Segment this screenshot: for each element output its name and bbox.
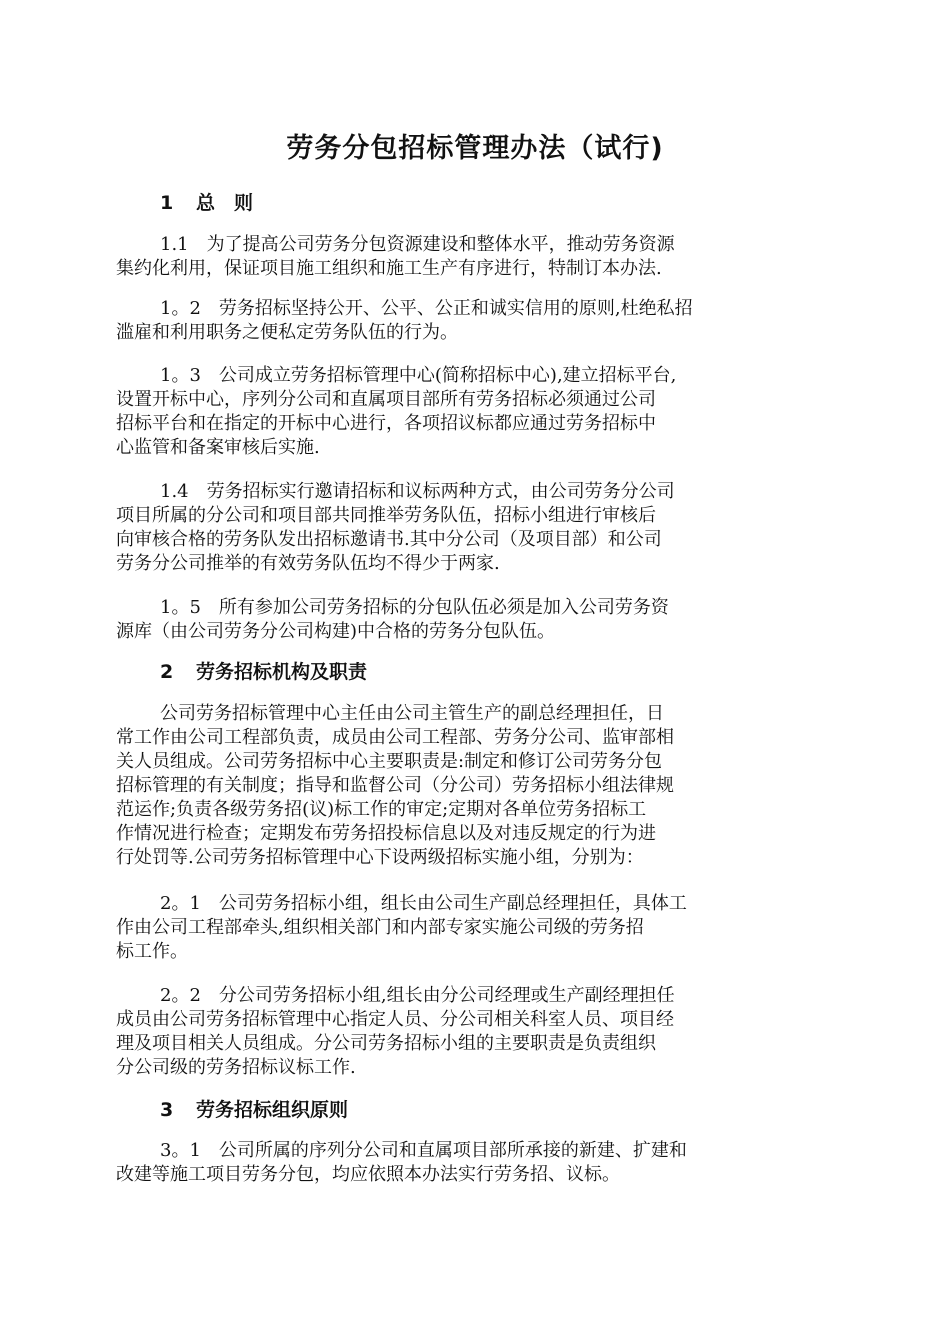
paragraph-line: 滥雇和利用职务之便私定劳务队伍的行为。 (116, 322, 458, 343)
paragraph-line: 成员由公司劳务招标管理中心指定人员、分公司相关科室人员、项目经 (116, 1009, 674, 1030)
section-heading-2 (160, 659, 367, 685)
paragraph-line: 范运作;负责各级劳务招(议)标工作的审定;定期对各单位劳务招标工 (116, 799, 647, 820)
paragraph-line: 招标管理的有关制度；指导和监督公司（分公司）劳务招标小组法律规 (116, 775, 674, 796)
section-title: 总 则 (196, 192, 254, 214)
paragraph-line: 向审核合格的劳务队发出招标邀请书.其中分公司（及项目部）和公司 (116, 529, 662, 550)
paragraph-line: 标工作。 (116, 941, 188, 962)
paragraph-line: 集约化利用，保证项目施工组织和施工生产有序进行，特制订本办法. (116, 258, 662, 279)
paragraph-line: 常工作由公司工程部负责，成员由公司工程部、劳务分公司、监审部相 (116, 727, 674, 748)
paragraph-2-intro (116, 702, 838, 870)
paragraph-line: 理及项目相关人员组成。分公司劳务招标小组的主要职责是负责组织 (116, 1033, 656, 1054)
paragraph-line: 改建等施工项目劳务分包，均应依照本办法实行劳务招、议标。 (116, 1164, 620, 1185)
section-heading-3 (160, 1097, 348, 1123)
section-heading-1 (160, 190, 253, 216)
paragraph-line: 设置开标中心，序列分公司和直属项目部所有劳务招标必须通过公司 (116, 389, 656, 410)
paragraph-line: 2。2 分公司劳务招标小组,组长由分公司经理或生产副经理担任 (160, 985, 675, 1006)
paragraph-line: 劳务分公司推举的有效劳务队伍均不得少于两家. (116, 553, 500, 574)
paragraph-line: 1.4 劳务招标实行邀请招标和议标两种方式，由公司劳务分公司 (160, 481, 675, 502)
paragraph-1-4 (116, 480, 838, 576)
paragraph-line: 2。1 公司劳务招标小组，组长由公司生产副总经理担任，具体工 (160, 893, 687, 914)
paragraph-line: 项目所属的分公司和项目部共同推举劳务队伍，招标小组进行审核后 (116, 505, 656, 526)
paragraph-line: 行处罚等.公司劳务招标管理中心下设两级招标实施小组，分别为： (116, 847, 644, 868)
paragraph-1-1 (116, 233, 838, 281)
paragraph-line: 心监管和备案审核后实施. (116, 437, 320, 458)
paragraph-line: 分公司级的劳务招标议标工作. (116, 1057, 356, 1078)
paragraph-line: 1。3 公司成立劳务招标管理中心(简称招标中心),建立招标平台, (160, 365, 677, 386)
paragraph-3-1 (116, 1139, 838, 1187)
paragraph-line: 1。5 所有参加公司劳务招标的分包队伍必须是加入公司劳务资 (160, 597, 669, 618)
paragraph-1-5 (116, 596, 838, 644)
paragraph-line: 作情况进行检查；定期发布劳务招投标信息以及对违反规定的行为进 (116, 823, 656, 844)
section-number: 3 (160, 1099, 174, 1121)
paragraph-line: 关人员组成。公司劳务招标中心主要职责是:制定和修订公司劳务分包 (116, 751, 663, 772)
paragraph-1-2 (116, 297, 838, 345)
paragraph-1-3 (116, 364, 838, 460)
paragraph-line: 1。2 劳务招标坚持公开、公平、公正和诚实信用的原则,杜绝私招 (160, 298, 693, 319)
paragraph-line: 1.1 为了提高公司劳务分包资源建设和整体水平，推动劳务资源 (160, 234, 675, 255)
section-title: 劳务招标机构及职责 (196, 661, 368, 683)
paragraph-line: 源库（由公司劳务分公司构建)中合格的劳务分包队伍。 (116, 621, 556, 642)
document-title: 劳务分包招标管理办法（试行) (286, 133, 664, 164)
paragraph-line: 公司劳务招标管理中心主任由公司主管生产的副总经理担任，日 (160, 703, 664, 724)
paragraph-line: 作由公司工程部牵头,组织相关部门和内部专家实施公司级的劳务招 (116, 917, 644, 938)
section-number: 2 (160, 661, 174, 683)
section-title: 劳务招标组织原则 (196, 1099, 349, 1121)
section-number: 1 (160, 192, 174, 214)
paragraph-2-2 (116, 984, 838, 1080)
paragraph-line: 招标平台和在指定的开标中心进行，各项招议标都应通过劳务招标中 (116, 413, 656, 434)
paragraph-2-1 (116, 892, 838, 964)
paragraph-line: 3。1 公司所属的序列分公司和直属项目部所承接的新建、扩建和 (160, 1140, 687, 1161)
